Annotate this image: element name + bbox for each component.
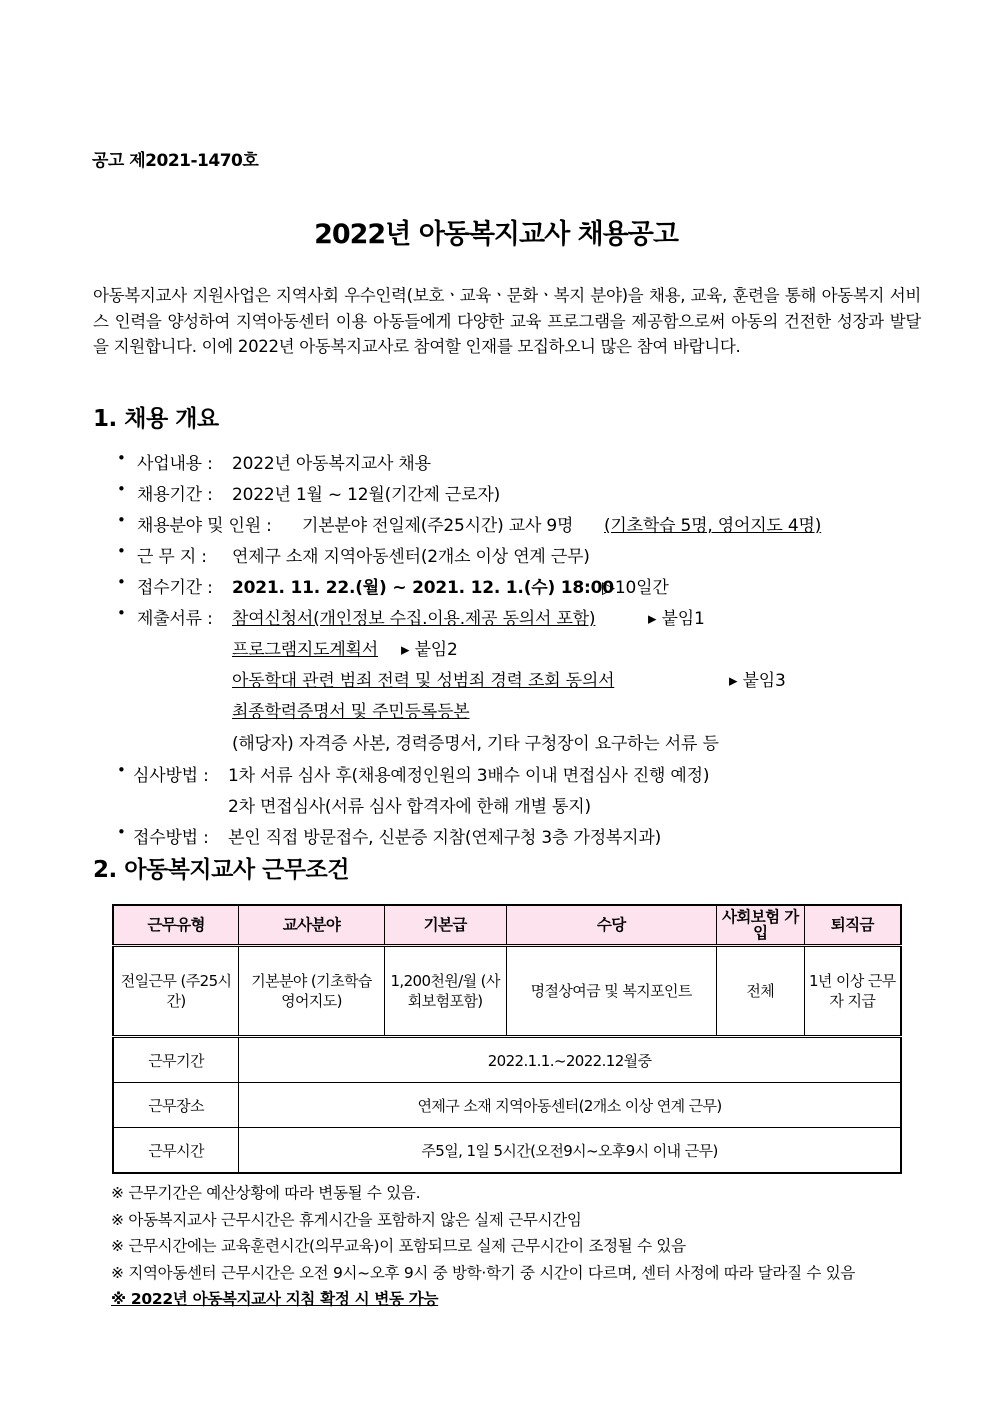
final-note: ※ 2022년 아동복지교사 지침 확정 시 변동 가능 (111, 1290, 439, 1309)
bullet: • (117, 449, 126, 467)
cell-insurance: 전체 (716, 946, 804, 1037)
period-value: 2022년 1월 ~ 12월(기간제 근로자) (232, 485, 501, 505)
doc-1: 참여신청서(개인정보 수집.이용.제공 동의서 포함) (232, 609, 596, 629)
doc-3-attach: ▸ 붙임3 (729, 671, 786, 691)
period-label-cell: 근무기간 (113, 1037, 239, 1083)
document-title: 2022년 아동복지교사 채용공고 (314, 219, 678, 250)
review-label: 심사방법 : (133, 766, 209, 786)
header-salary: 기본급 (384, 905, 506, 946)
business-label: 사업내용 : (137, 454, 213, 474)
header-severance: 퇴직금 (804, 905, 901, 946)
note-2: ※ 아동복지교사 근무시간은 휴게시간을 포함하지 않은 실제 근무시간임 (111, 1210, 582, 1229)
review-2: 2차 면접심사(서류 심사 합격자에 한해 개별 통지) (228, 797, 591, 817)
time-value-cell: 주5일, 1일 5시간(오전9시~오후9시 이내 근무) (239, 1128, 901, 1174)
doc-2-attach: ▸ 붙임2 (401, 640, 458, 660)
header-insurance: 사회보험 가입 (716, 905, 804, 946)
header-allowance: 수당 (506, 905, 716, 946)
cell-field: 기본분야 (기초학습 영어지도) (239, 946, 385, 1037)
reception-value: 2021. 11. 22.(월) ~ 2021. 12. 1.(수) 18:00 (232, 578, 614, 598)
doc-2: 프로그램지도계획서 (232, 640, 378, 660)
bullet: • (117, 480, 126, 498)
business-value: 2022년 아동복지교사 채용 (232, 454, 431, 474)
section2-heading: 2. 아동복지교사 근무조건 (93, 857, 349, 883)
period-value-cell: 2022.1.1.~2022.12월중 (239, 1037, 901, 1083)
cell-allowance: 명절상여금 및 복지포인트 (506, 946, 716, 1037)
apply-value: 본인 직접 방문접수, 신분증 지참(연제구청 3층 가정복지과) (228, 828, 662, 848)
notice-number: 공고 제2021-1470호 (92, 151, 259, 171)
reception-days: ▷10일간 (602, 578, 669, 598)
workplace-value: 연제구 소재 지역아동센터(2개소 이상 연계 근무) (232, 547, 590, 567)
bullet: • (117, 542, 126, 560)
work-conditions-table (112, 904, 902, 1174)
review-1: 1차 서류 심사 후(채용예정인원의 3배수 이내 면접심사 진행 예정) (228, 766, 710, 786)
table-header-row (113, 905, 901, 946)
field-detail: (기초학습 5명, 영어지도 4명) (604, 516, 822, 536)
period-label: 채용기간 : (137, 485, 213, 505)
doc-3: 아동학대 관련 범죄 전력 및 성범죄 경력 조회 동의서 (232, 671, 615, 691)
header-type: 근무유형 (113, 905, 239, 946)
table-row (113, 1037, 901, 1083)
reception-label: 접수기간 : (137, 578, 213, 598)
bullet: • (117, 761, 126, 779)
bullet: • (117, 604, 126, 622)
field-value: 기본분야 전일제(주25시간) 교사 9명 (302, 516, 574, 536)
notes (111, 1180, 855, 1313)
cell-severance: 1년 이상 근무자 지급 (804, 946, 901, 1037)
doc-1-attach: ▸ 붙임1 (648, 609, 705, 629)
note-4: ※ 지역아동센터 근무시간은 오전 9시~오후 9시 중 방학·학기 중 시간이 다르며, 센터 사정에 따라 달라질 수 있음 (111, 1263, 856, 1282)
doc-5: (해당자) 자격증 사본, 경력증명서, 기타 구청장이 요구하는 서류 등 (232, 734, 719, 754)
cell-type: 전일근무 (주25시간) (113, 946, 239, 1037)
place-value-cell: 연제구 소재 지역아동센터(2개소 이상 연계 근무) (239, 1083, 901, 1128)
cell-salary: 1,200천원/월 (사회보험포함) (384, 946, 506, 1037)
workplace-label: 근 무 지 : (137, 547, 207, 567)
time-label-cell: 근무시간 (113, 1128, 239, 1174)
bullet: • (117, 573, 126, 591)
table-row (113, 1128, 901, 1174)
bullet: • (117, 511, 126, 529)
docs-label: 제출서류 : (137, 609, 213, 629)
doc-4: 최종학력증명서 및 주민등록등본 (232, 702, 470, 722)
section1-heading: 1. 채용 개요 (93, 406, 219, 432)
bullet: • (117, 823, 126, 841)
header-field: 교사분야 (239, 905, 385, 946)
table-row (113, 946, 901, 1037)
apply-label: 접수방법 : (133, 828, 209, 848)
note-1: ※ 근무기간은 예산상황에 따라 변동될 수 있음. (111, 1184, 421, 1202)
field-label: 채용분야 및 인원 : (137, 516, 272, 536)
note-3: ※ 근무시간에는 교육훈련시간(의무교육)이 포함되므로 실제 근무시간이 조정될 수 있음 (111, 1237, 686, 1256)
intro-paragraph: 아동복지교사 지원사업은 지역사회 우수인력(보호ㆍ교육ㆍ문화ㆍ복지 분야)을 채용, 교육, 훈련을 통해 아동복지 서비스 인력을 양성하여 지역아동센터 이용 아동들에게 다양한 교육 프로그램을 제공함으로써 아동의 건전한 성장과 발달을 지원합니다. 이에 2022년 아동복지교사로 참여할 인재를 모집하오니 많은 참여 바랍니다. (93, 286, 921, 356)
table-row (113, 1083, 901, 1128)
place-label-cell: 근무장소 (113, 1083, 239, 1128)
